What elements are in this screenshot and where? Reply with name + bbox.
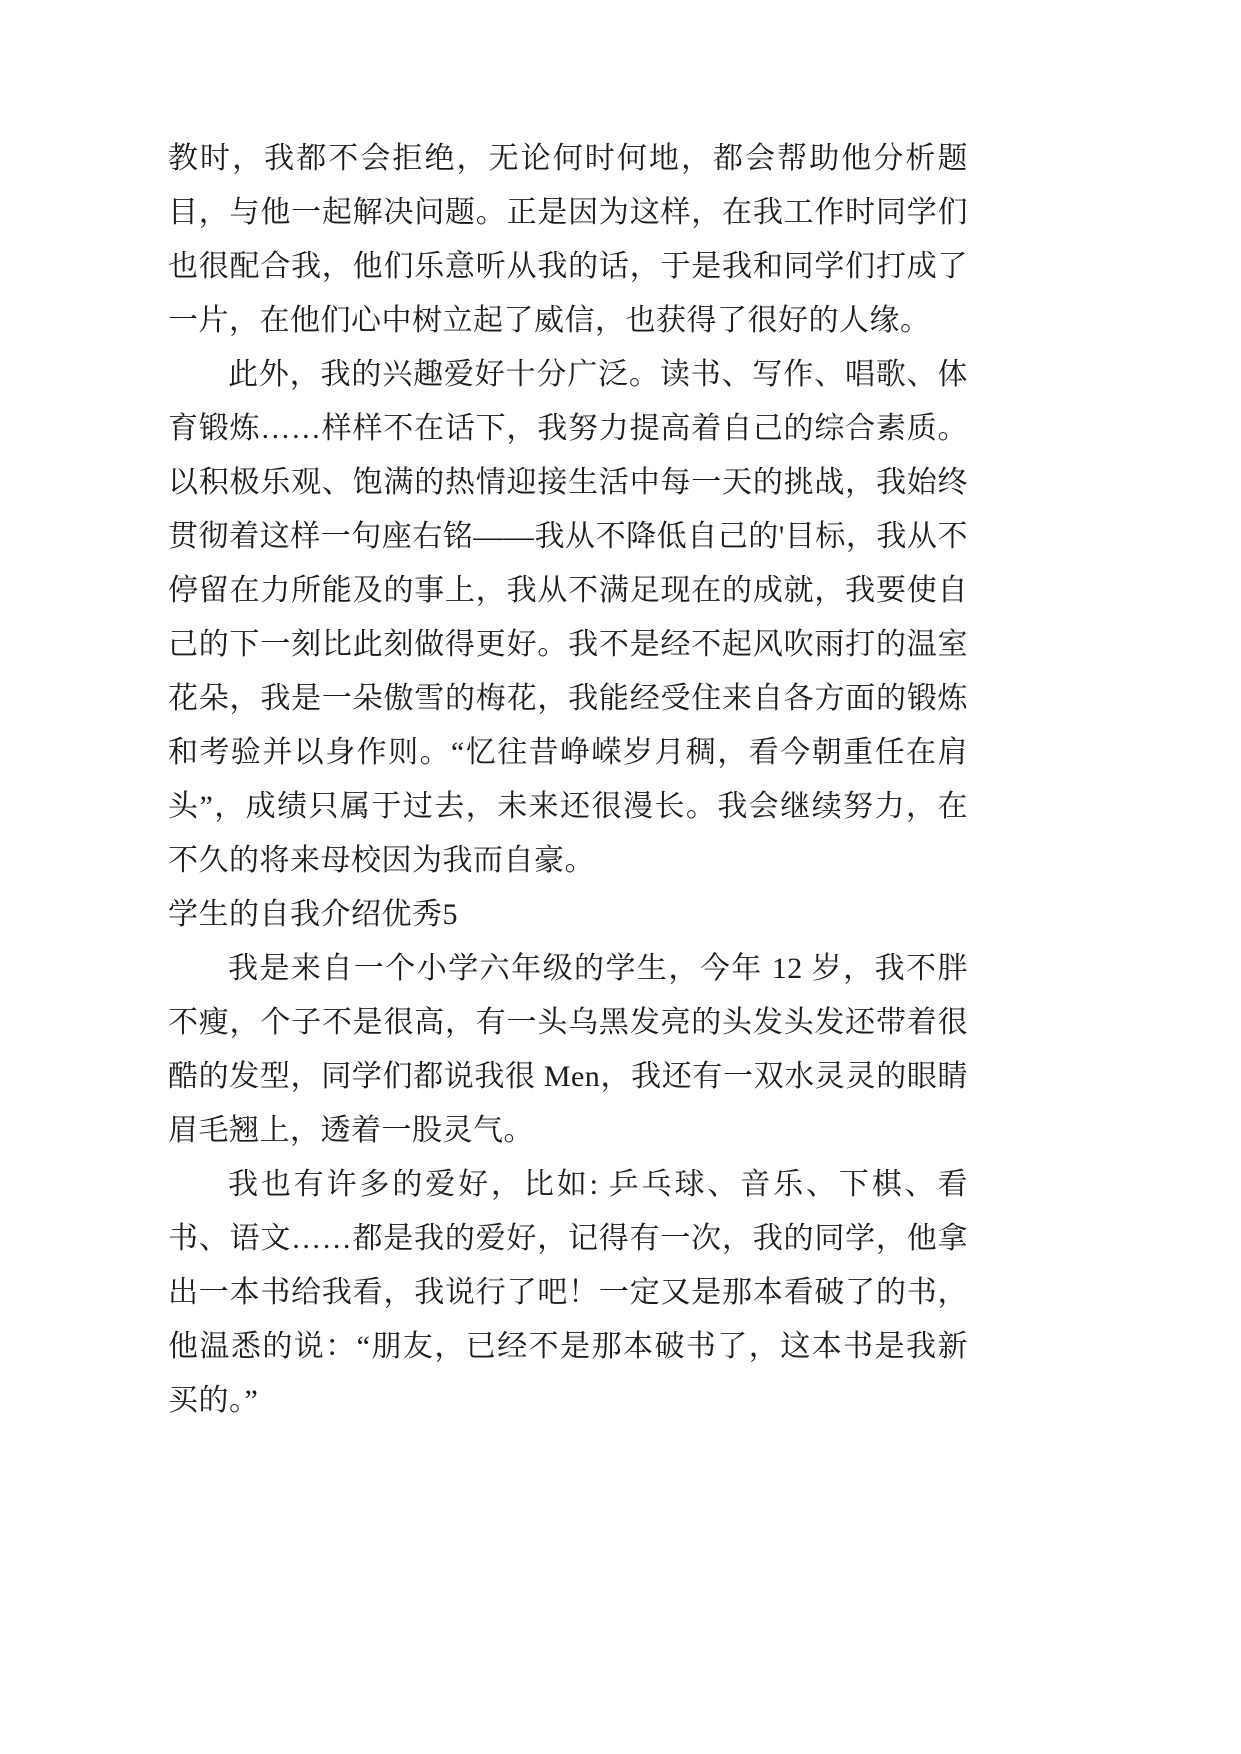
- paragraph-interests: 此外，我的兴趣爱好十分广泛。读书、写作、唱歌、体育锻炼……样样不在话下，我努力提高着自己的综合素质。以积极乐观、饱满的热情迎接生活中每一天的挑战，我始终贯彻着这样一句座右铭——我从不降低自己的'目标，我从不停留在力所能及的事上，我从不满足现在的成就，我要使自己的下一刻比此刻做得更好。我不是经不起风吹雨打的温室花朵，我是一朵傲雪的梅花，我能经受住来自各方面的锻炼和考验并以身作则。“忆往昔峥嵘岁月稠，看今朝重任在肩头”，成绩只属于过去，未来还很漫长。我会继续努力，在不久的将来母校因为我而自豪。: [168, 358, 968, 877]
- paragraph-hobbies: 我也有许多的爱好，比如: 乒乓球、音乐、下棋、看书、语文……都是我的爱好，记得有一次，我的同学，他拿出一本书给我看，我说行了吧！一定又是那本看破了的书，他温悉的说：“朋友，已经不是那本破书了，这本书是我新买的。”: [168, 1168, 968, 1417]
- section-heading: 学生的自我介绍优秀5: [168, 898, 458, 931]
- document-body: [168, 132, 968, 1428]
- paragraph-self-introduction: 我是来自一个小学六年级的学生，今年 12 岁，我不胖不瘦，个子不是很高，有一头乌黑发亮的头发头发还带着很酷的发型，同学们都说我很 Men，我还有一双水灵灵的眼睛眉毛翘上，透着一股灵气。: [168, 952, 968, 1147]
- paragraph-continuation: 教时，我都不会拒绝，无论何时何地，都会帮助他分析题目，与他一起解决问题。正是因为这样，在我工作时同学们也很配合我，他们乐意听从我的话，于是我和同学们打成了一片，在他们心中树立起了威信，也获得了很好的人缘。: [168, 142, 968, 337]
